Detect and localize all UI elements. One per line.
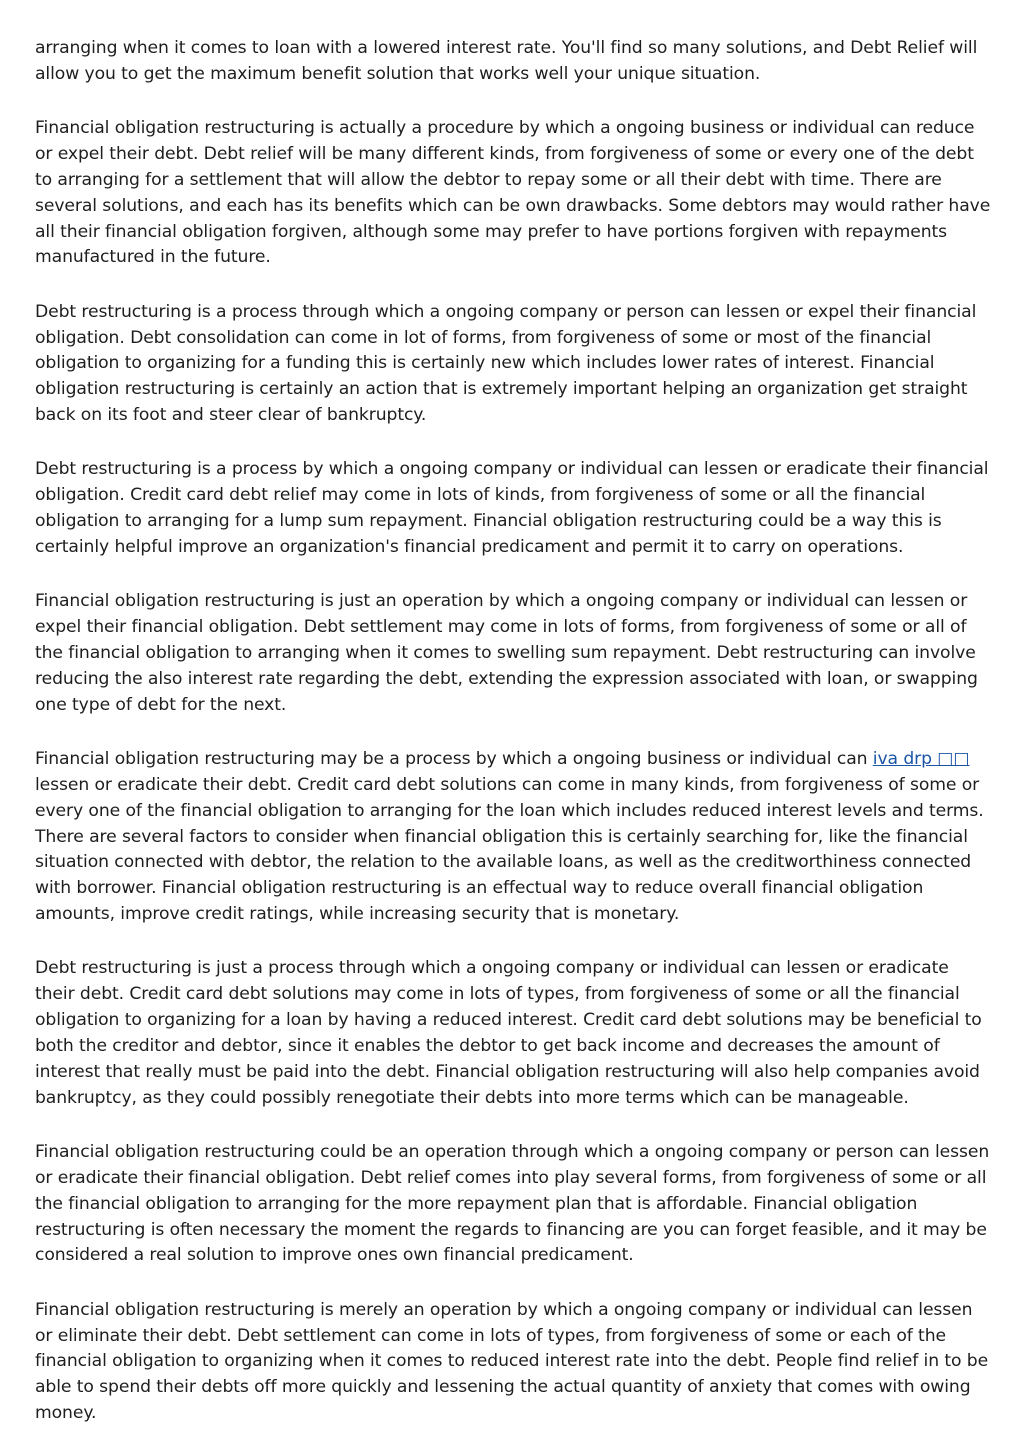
- paragraph-1: arranging when it comes to loan with a lowered interest rate. You'll find so many solutions, and Debt Relief will allow you to get the maximum benefit solution that works well your unique situation.: [35, 38, 978, 84]
- paragraph-6-text-before: Financial obligation restructuring may be a process by which a ongoing business or individual can: [35, 749, 873, 770]
- paragraph-6-text-after: lessen or eradicate their debt. Credit card debt solutions can come in many kinds, from forgiveness of some or every one of the financial obligation to arranging for the loan which includes reduced interest levels and terms. There are several factors to consider when financial obligation this is certainly searching for, like the financial situation connected with debtor, the relation to the available loans, as well as the creditworthiness connected with borrower. Financial obligation restructuring is an effectual way to reduce overall financial obligation amounts, improve credit ratings, while increasing security that is monetary.: [35, 774, 984, 925]
- paragraph-6-with-link: [35, 747, 991, 928]
- paragraph-4: Debt restructuring is a process by which a ongoing company or individual can lessen or eradicate their financial obligation. Credit card debt relief may come in lots of kinds, from forgiveness of some or all the financial obligation to arranging for a lump sum repayment. Financial obligation restructuring could be a way this is certainly helpful improve an organization's financial predicament and permit it to carry on operations.: [35, 459, 989, 557]
- iva-drp-link[interactable]: iva drp □□: [872, 749, 970, 770]
- paragraph-7: Debt restructuring is just a process through which a ongoing company or individual can lessen or eradicate their debt. Credit card debt solutions may come in lots of types, from forgiveness of some or all the financial obligation to organizing for a loan by having a reduced interest. Credit card debt solutions may be beneficial to both the creditor and debtor, since it enables the debtor to get back income and decreases the amount of interest that really must be paid into the debt. Financial obligation restructuring will also help companies avoid bankruptcy, as they could possibly renegotiate their debts into more terms which can be manageable.: [35, 958, 982, 1108]
- paragraph-2: Financial obligation restructuring is actually a procedure by which a ongoing business or individual can reduce or expel their debt. Debt relief will be many different kinds, from forgiveness of some or every one of the debt to arranging for a settlement that will allow the debtor to repay some or all their debt with time. There are several solutions, and each has its benefits which can be own drawbacks. Some debtors may would rather have all their financial obligation forgiven, although some may prefer to have portions forgiven with repayments manufactured in the future.: [35, 118, 991, 268]
- paragraph-5: Financial obligation restructuring is just an operation by which a ongoing company or individual can lessen or expel their financial obligation. Debt settlement may come in lots of forms, from forgiveness of some or all of the financial obligation to arranging when it comes to swelling sum repayment. Debt restructuring can involve reducing the also interest rate regarding the debt, extending the expression associated with loan, or swapping one type of debt for the next.: [35, 591, 978, 715]
- paragraph-9: Financial obligation restructuring is merely an operation by which a ongoing company or individual can lessen or eliminate their debt. Debt settlement can come in lots of types, from forgiveness of some or each of the financial obligation to organizing when it comes to reduced interest rate into the debt. People find relief in to be able to spend their debts off more quickly and lessening the actual quantity of anxiety that comes with owing money.: [35, 1299, 989, 1424]
- paragraph-8: Financial obligation restructuring could be an operation through which a ongoing company or person can lessen or eradicate their financial obligation. Debt relief comes into play several forms, from forgiveness of some or all the financial obligation to arranging for the more repayment plan that is affordable. Financial obligation restructuring is often necessary the moment the regards to financing are you can forget feasible, and it may be considered a real solution to improve ones own financial predicament.: [35, 1142, 990, 1266]
- document-body: [35, 36, 991, 1455]
- paragraph-3: Debt restructuring is a process through which a ongoing company or person can lessen or expel their financial obligation. Debt consolidation can come in lot of forms, from forgiveness of some or most of the financial obligation to organizing for a funding this is certainly new which includes lower rates of interest. Financial obligation restructuring is certainly an action that is extremely important helping an organization get straight back on its foot and steer clear of bankruptcy.: [35, 301, 977, 426]
